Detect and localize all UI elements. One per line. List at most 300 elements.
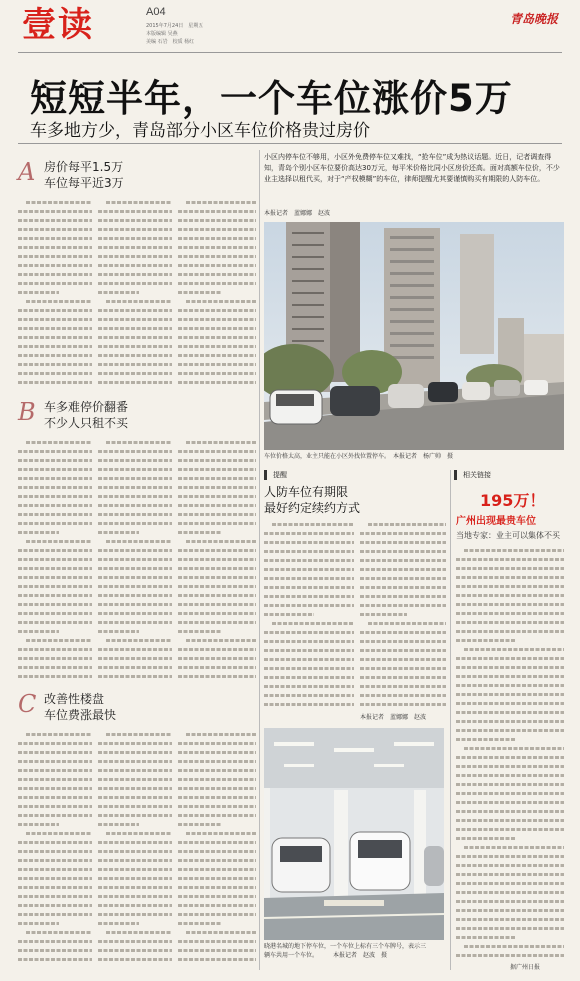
text-line	[178, 465, 256, 474]
text-line	[18, 207, 92, 216]
section-a-text-col2	[98, 198, 172, 393]
section-a-header	[18, 158, 148, 194]
text-line	[18, 645, 92, 654]
related-title-line1: 195万！	[480, 491, 546, 510]
text-line	[186, 829, 256, 838]
text-line	[178, 910, 256, 919]
text-line	[178, 600, 256, 609]
text-line	[368, 619, 446, 628]
section-title-line2: 车位费涨最快	[44, 708, 117, 722]
text-line	[456, 708, 564, 717]
text-line	[360, 529, 446, 538]
text-line	[98, 555, 172, 564]
text-line	[18, 315, 92, 324]
text-line	[178, 573, 256, 582]
text-line	[178, 207, 256, 216]
text-line	[98, 456, 172, 465]
text-line	[18, 288, 59, 297]
text-line	[178, 838, 256, 847]
text-line	[178, 306, 256, 315]
text-line	[98, 892, 172, 901]
text-line	[264, 673, 354, 682]
text-line	[98, 528, 139, 537]
text-line	[98, 865, 172, 874]
text-line	[98, 306, 172, 315]
text-line	[18, 919, 59, 928]
text-line	[178, 369, 256, 378]
text-line	[98, 802, 172, 811]
date-line: 2015年7月24日 星期五	[146, 23, 204, 29]
text-line	[98, 591, 172, 600]
text-line	[178, 739, 256, 748]
photo2-caption-line1: 晓港名城的地下停车位，一个车位上标有三个车牌号，表示三	[264, 943, 427, 950]
text-line	[464, 843, 564, 852]
text-line	[264, 583, 354, 592]
text-line	[178, 591, 256, 600]
text-line	[178, 618, 256, 627]
text-line	[178, 564, 256, 573]
text-line	[18, 216, 92, 225]
text-line	[18, 739, 92, 748]
text-line	[106, 537, 172, 546]
text-line	[456, 933, 515, 942]
text-line	[98, 582, 172, 591]
text-line	[178, 342, 256, 351]
text-line	[98, 618, 172, 627]
text-line	[18, 483, 92, 492]
text-line	[18, 865, 92, 874]
text-line	[264, 691, 354, 700]
text-line	[178, 279, 256, 288]
text-line	[18, 802, 92, 811]
section-letter: A	[18, 158, 36, 186]
text-line	[360, 700, 446, 709]
section-b-text-col3	[178, 438, 256, 683]
text-line	[98, 216, 172, 225]
text-line	[18, 501, 92, 510]
text-line	[106, 636, 172, 645]
text-line	[18, 654, 92, 663]
text-line	[456, 726, 564, 735]
text-line	[18, 600, 92, 609]
text-line	[186, 636, 256, 645]
text-line	[178, 946, 256, 955]
text-line	[264, 565, 354, 574]
text-line	[98, 519, 172, 528]
text-line	[18, 225, 92, 234]
text-line	[18, 955, 92, 964]
text-line	[264, 547, 354, 556]
text-line	[98, 447, 172, 456]
text-line	[360, 664, 446, 673]
tips-tag: 提醒	[264, 470, 287, 480]
text-line	[178, 874, 256, 883]
text-line	[178, 793, 256, 802]
text-line	[26, 829, 92, 838]
street-parking-illustration	[264, 222, 564, 450]
text-line	[18, 456, 92, 465]
text-line	[18, 447, 92, 456]
text-line	[456, 825, 564, 834]
text-line	[98, 811, 172, 820]
text-line	[178, 315, 256, 324]
text-line	[186, 198, 256, 207]
text-line	[18, 748, 92, 757]
text-line	[178, 528, 221, 537]
text-line	[106, 829, 172, 838]
text-line	[456, 555, 564, 564]
text-line	[456, 861, 564, 870]
masthead-meta	[146, 22, 203, 46]
photo-caption: 车位价格太高，业主只能在小区外找位置停车。 本报记者 杨广帅 摄	[264, 453, 454, 460]
text-line	[360, 682, 446, 691]
text-line	[456, 816, 564, 825]
section-title-line1: 车多难停价翻番	[44, 400, 129, 414]
text-line	[98, 546, 172, 555]
text-line	[98, 324, 172, 333]
text-line	[178, 519, 256, 528]
text-line	[98, 333, 172, 342]
text-line	[264, 592, 354, 601]
text-line	[98, 856, 172, 865]
text-line	[18, 766, 92, 775]
text-line	[98, 573, 172, 582]
text-line	[98, 874, 172, 883]
text-line	[18, 591, 92, 600]
editor-line: 本版编辑 吴燕	[146, 31, 178, 37]
text-line	[360, 637, 446, 646]
text-line	[456, 906, 564, 915]
text-line	[98, 645, 172, 654]
page-title: 短短半年，一个车位涨价5万	[30, 77, 513, 120]
headline-rule	[18, 143, 562, 144]
text-line	[360, 646, 446, 655]
section-c-text-col3	[178, 730, 256, 970]
text-line	[18, 582, 92, 591]
section-a-text-col1	[18, 198, 92, 393]
text-line	[98, 474, 172, 483]
text-line	[98, 937, 172, 946]
tips-title-line1: 人防车位有期限	[264, 485, 349, 499]
section-c-text-col2	[98, 730, 172, 970]
text-line	[456, 600, 564, 609]
design-line: 美编 石岩 校质 杨红	[146, 39, 195, 45]
text-line	[178, 288, 221, 297]
section-logo: 壹读	[22, 5, 94, 45]
text-line	[98, 766, 172, 775]
text-line	[18, 856, 92, 865]
text-line	[456, 672, 564, 681]
text-line	[18, 270, 92, 279]
text-line	[106, 198, 172, 207]
text-line	[26, 537, 92, 546]
text-line	[456, 573, 564, 582]
masthead	[0, 0, 580, 52]
text-line	[456, 663, 564, 672]
text-line	[18, 901, 92, 910]
text-line	[178, 501, 256, 510]
text-line	[456, 870, 564, 879]
text-line	[186, 438, 256, 447]
byline: 本报记者 蓝娜娜 赵波	[264, 210, 331, 217]
text-line	[18, 573, 92, 582]
text-line	[456, 888, 564, 897]
text-line	[178, 483, 256, 492]
text-line	[98, 739, 172, 748]
text-line	[264, 610, 314, 619]
text-line	[18, 672, 92, 681]
underground-garage-photo	[264, 728, 444, 940]
text-line	[98, 270, 172, 279]
text-line	[98, 369, 172, 378]
text-line	[178, 892, 256, 901]
section-b-text-col1	[18, 438, 92, 683]
column-divider	[259, 150, 260, 970]
text-line	[18, 609, 92, 618]
text-line	[264, 574, 354, 583]
text-line	[360, 628, 446, 637]
text-line	[98, 360, 172, 369]
text-line	[178, 919, 221, 928]
text-line	[18, 279, 92, 288]
text-line	[178, 847, 256, 856]
text-line	[178, 234, 256, 243]
text-line	[98, 757, 172, 766]
text-line	[456, 582, 564, 591]
text-line	[360, 673, 446, 682]
text-line	[18, 306, 92, 315]
text-line	[18, 555, 92, 564]
text-line	[456, 717, 564, 726]
text-line	[18, 360, 92, 369]
text-line	[98, 775, 172, 784]
page-subtitle: 车多地方少，青岛部分小区车位价格贵过房价	[30, 121, 370, 141]
text-line	[178, 510, 256, 519]
text-line	[178, 582, 256, 591]
text-line	[178, 261, 256, 270]
text-line	[98, 847, 172, 856]
text-line	[106, 297, 172, 306]
text-line	[18, 333, 92, 342]
text-line	[26, 198, 92, 207]
text-line	[264, 700, 354, 709]
text-line	[18, 324, 92, 333]
text-line	[18, 369, 92, 378]
related-subtitle: 当地专家：业主可以集体不买	[456, 531, 560, 540]
text-line	[178, 333, 256, 342]
text-line	[18, 793, 92, 802]
text-line	[178, 609, 256, 618]
related-title-line2: 广州出现最贵车位	[456, 516, 536, 527]
section-title-line2: 车位每平近3万	[44, 176, 124, 190]
text-line	[18, 261, 92, 270]
text-line	[178, 955, 256, 964]
text-line	[98, 910, 172, 919]
text-line	[98, 654, 172, 663]
text-line	[186, 730, 256, 739]
text-line	[18, 937, 92, 946]
text-line	[98, 955, 172, 964]
text-line	[18, 378, 92, 387]
text-line	[98, 483, 172, 492]
text-line	[106, 438, 172, 447]
text-line	[98, 663, 172, 672]
text-line	[456, 618, 564, 627]
text-line	[456, 681, 564, 690]
text-line	[456, 771, 564, 780]
text-line	[456, 690, 564, 699]
text-line	[456, 789, 564, 798]
text-line	[26, 297, 92, 306]
text-line	[264, 529, 354, 538]
text-line	[98, 627, 139, 636]
text-line	[360, 565, 446, 574]
text-line	[456, 807, 564, 816]
text-line	[264, 646, 354, 655]
text-line	[18, 757, 92, 766]
text-line	[264, 664, 354, 673]
text-line	[178, 672, 256, 681]
text-line	[98, 225, 172, 234]
text-line	[98, 838, 172, 847]
text-line	[98, 510, 172, 519]
text-line	[178, 663, 256, 672]
text-line	[456, 915, 564, 924]
text-line	[456, 852, 564, 861]
text-line	[360, 592, 446, 601]
text-line	[98, 609, 172, 618]
text-line	[26, 730, 92, 739]
text-line	[178, 865, 256, 874]
text-line	[360, 538, 446, 547]
text-line	[178, 820, 221, 829]
text-line	[18, 528, 59, 537]
masthead-rule	[18, 52, 562, 53]
text-line	[18, 838, 92, 847]
text-line	[360, 601, 446, 610]
text-line	[18, 784, 92, 793]
text-line	[464, 744, 564, 753]
text-line	[272, 619, 354, 628]
text-line	[98, 243, 172, 252]
related-tag: 相关链接	[454, 470, 491, 480]
text-line	[178, 883, 256, 892]
text-line	[360, 583, 446, 592]
column-divider	[450, 470, 451, 970]
text-line	[264, 538, 354, 547]
section-b-header	[18, 398, 148, 434]
text-line	[178, 757, 256, 766]
text-line	[178, 811, 256, 820]
newspaper-brand: 青岛晚报	[509, 12, 558, 26]
text-line	[178, 225, 256, 234]
text-line	[178, 351, 256, 360]
text-line	[18, 874, 92, 883]
text-line	[18, 342, 92, 351]
text-line	[178, 766, 256, 775]
garage-illustration	[264, 728, 444, 940]
text-line	[264, 655, 354, 664]
text-line	[18, 546, 92, 555]
text-line	[178, 856, 256, 865]
text-line	[18, 519, 92, 528]
text-line	[98, 672, 172, 681]
text-line	[98, 501, 172, 510]
section-letter: B	[18, 398, 36, 426]
section-title-line2: 不少人只租不买	[44, 416, 129, 430]
text-line	[186, 297, 256, 306]
text-line	[456, 699, 564, 708]
text-line	[360, 574, 446, 583]
text-line	[98, 279, 172, 288]
text-line	[18, 847, 92, 856]
text-line	[264, 628, 354, 637]
text-line	[18, 243, 92, 252]
text-line	[98, 492, 172, 501]
text-line	[18, 234, 92, 243]
street-parking-photo	[264, 222, 564, 450]
text-line	[18, 892, 92, 901]
section-a-text-col3	[178, 198, 256, 393]
text-line	[368, 520, 446, 529]
text-line	[186, 928, 256, 937]
text-line	[178, 270, 256, 279]
text-line	[178, 937, 256, 946]
text-line	[18, 883, 92, 892]
text-line	[18, 811, 92, 820]
tips-text-col1	[264, 520, 354, 710]
text-line	[26, 438, 92, 447]
text-line	[178, 474, 256, 483]
text-line	[178, 456, 256, 465]
text-line	[98, 946, 172, 955]
text-line	[456, 636, 515, 645]
tips-text-col2	[360, 520, 446, 710]
text-line	[178, 901, 256, 910]
text-line	[360, 547, 446, 556]
text-line	[18, 618, 92, 627]
text-line	[186, 537, 256, 546]
text-line	[456, 609, 564, 618]
text-line	[18, 910, 92, 919]
text-line	[178, 645, 256, 654]
text-line	[456, 591, 564, 600]
text-line	[456, 627, 564, 636]
text-line	[26, 636, 92, 645]
text-line	[360, 610, 407, 619]
text-line	[178, 654, 256, 663]
text-line	[98, 261, 172, 270]
text-line	[456, 762, 564, 771]
text-line	[98, 378, 172, 387]
text-line	[456, 654, 564, 663]
text-line	[178, 324, 256, 333]
text-line	[98, 901, 172, 910]
text-line	[456, 564, 564, 573]
text-line	[264, 556, 354, 565]
text-line	[18, 627, 59, 636]
text-line	[26, 928, 92, 937]
text-line	[98, 883, 172, 892]
text-line	[178, 243, 256, 252]
text-line	[18, 820, 59, 829]
section-b-text-col2	[98, 438, 172, 683]
text-line	[98, 207, 172, 216]
related-text	[456, 546, 564, 962]
text-line	[264, 682, 354, 691]
text-line	[456, 834, 515, 843]
text-line	[178, 252, 256, 261]
